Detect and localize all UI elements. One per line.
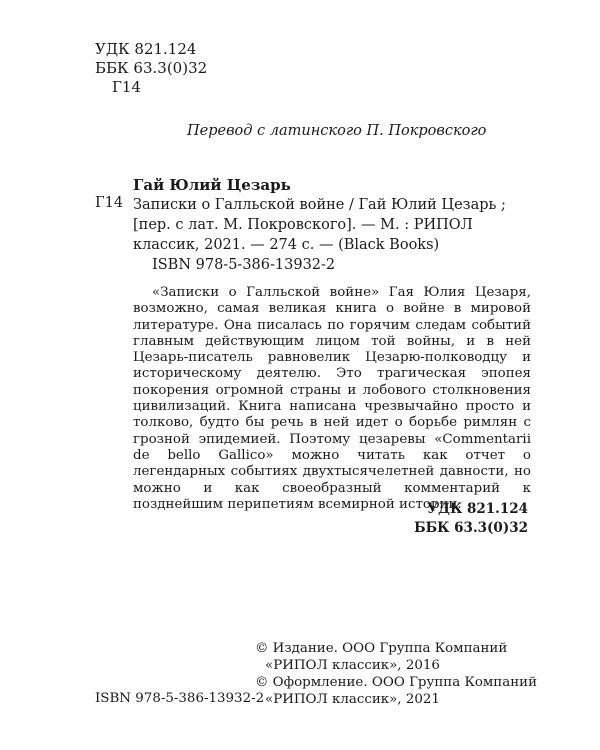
bbk-code: ББК 63.3(0)32 [95, 59, 208, 77]
isbn-main: ISBN 978-5-386-13932-2 [152, 257, 336, 273]
copyright-line-4: «РИПОЛ классик», 2021 [265, 692, 440, 707]
udk-bbk-block [95, 40, 207, 97]
author-mark-left: Г14 [95, 195, 124, 211]
copyright-block [255, 640, 555, 708]
udk-bbk-right-block [414, 500, 528, 538]
copyright-line-1: © Издание. ООО Группа Компаний [255, 641, 508, 656]
author-mark: Г14 [112, 78, 142, 96]
annotation-paragraph: «Записки о Галльской войне» Гая Юлия Цезаря, возможно, самая великая книга о войне в мировой литературе. Она писалась по горячим следам событий главным действующим лицом той войны, и в ней Цезарь-писатель равновелик Цезарю-полководцу и историческому деятелю. Это трагическая эпопея покорения огромной страны и лобового столкновения цивилизаций. Книга написана чрезвычайно просто и толково, будто бы речь в ней идет о борьбе римлян с грозной эпидемией. Поэтому цезаревы «Commentarii de bello Gallico» можно читать как отчет о легендарных событиях двухтысячелетней давности, но можно и как своеобразный комментарий к позднейшим перипетиям всемирной истории. [133, 285, 531, 512]
isbn-bottom: ISBN 978-5-386-13932-2 [95, 691, 265, 706]
author-heading: Гай Юлий Цезарь [133, 176, 291, 194]
copyright-line-3: © Оформление. ООО Группа Компаний [255, 675, 537, 690]
bibliographic-description: Записки о Галльской войне / Гай Юлий Цезарь ; [пер. с лат. М. Покровского]. — М. : РИПОЛ классик, 2021. — 274 с. — (Black Books) [133, 197, 506, 253]
translation-note: Перевод с латинского П. Покровского [187, 123, 487, 139]
copyright-line-2: «РИПОЛ классик», 2016 [265, 658, 440, 673]
bbk-code-right: ББК 63.3(0)32 [414, 520, 528, 536]
udk-code-right: УДК 821.124 [427, 501, 528, 517]
udk-code: УДК 821.124 [95, 40, 197, 58]
